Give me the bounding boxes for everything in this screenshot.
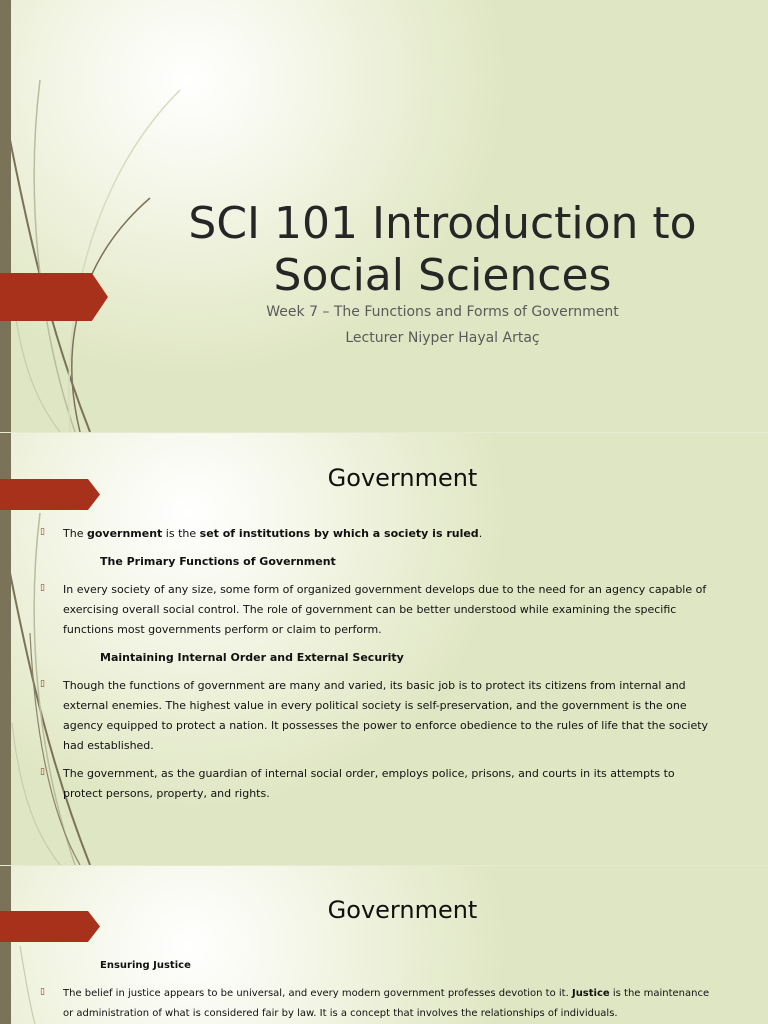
title-line-1: SCI 101 Introduction to xyxy=(188,198,697,249)
red-arrow-tab xyxy=(0,273,108,321)
subtitle: Week 7 – The Functions and Forms of Government xyxy=(266,304,619,320)
slide-body xyxy=(40,956,715,1024)
presentation-title xyxy=(150,198,735,302)
title-line-2: Social Sciences xyxy=(273,250,612,301)
slide-heading: Government xyxy=(327,464,478,492)
bullet-definition: ▯ The government is the set of institutions by which a society is ruled. xyxy=(45,524,715,544)
bullet-marker-icon: ▯ xyxy=(40,767,45,777)
bullet-marker-icon: ▯ xyxy=(40,679,45,689)
bullet-marker-icon: ▯ xyxy=(40,583,45,593)
subheading-internal-order: Maintaining Internal Order and External Security xyxy=(100,651,404,664)
subheading-primary-functions: The Primary Functions of Government xyxy=(100,555,336,568)
government-slide-1 xyxy=(0,433,768,865)
slide-body xyxy=(40,524,715,812)
bullet-paragraph: ▯ Though the functions of government are many and varied, its basic job is to protect its citizens from internal and external enemies. The highest value in every political society is self-preservation, and the government is the one agency equipped to protect a nation. It possesses the power to enforce obedience to the rules of life that the society had established. xyxy=(45,676,715,756)
slide-heading: Government xyxy=(327,896,478,924)
lecturer-name: Lecturer Niyper Hayal Artaç xyxy=(345,330,540,346)
bullet-paragraph: ▯ The belief in justice appears to be universal, and every modern government professes devotion to it. Justice is the maintenance or administration of what is considered fair by law. It is a concept that involves the relationships of individuals. xyxy=(45,984,715,1024)
bullet-paragraph: ▯ In every society of any size, some form of organized government develops due to the need for an agency capable of exercising overall social control. The role of government can be better understood while examining the specific functions most governments perform or claim to perform. xyxy=(45,580,715,640)
bullet-marker-icon: ▯ xyxy=(40,527,45,537)
bullet-marker-icon: ▯ xyxy=(40,987,45,997)
left-accent-bar xyxy=(0,866,11,1024)
red-arrow-tab xyxy=(0,911,100,942)
bullet-paragraph: ▯ The government, as the guardian of internal social order, employs police, prisons, and courts in its attempts to protect persons, property, and rights. xyxy=(45,764,715,804)
government-slide-2 xyxy=(0,866,768,1024)
subheading-ensuring-justice: Ensuring Justice xyxy=(100,960,191,971)
left-accent-bar xyxy=(0,0,11,432)
red-arrow-tab xyxy=(0,479,100,510)
title-slide xyxy=(0,0,768,432)
